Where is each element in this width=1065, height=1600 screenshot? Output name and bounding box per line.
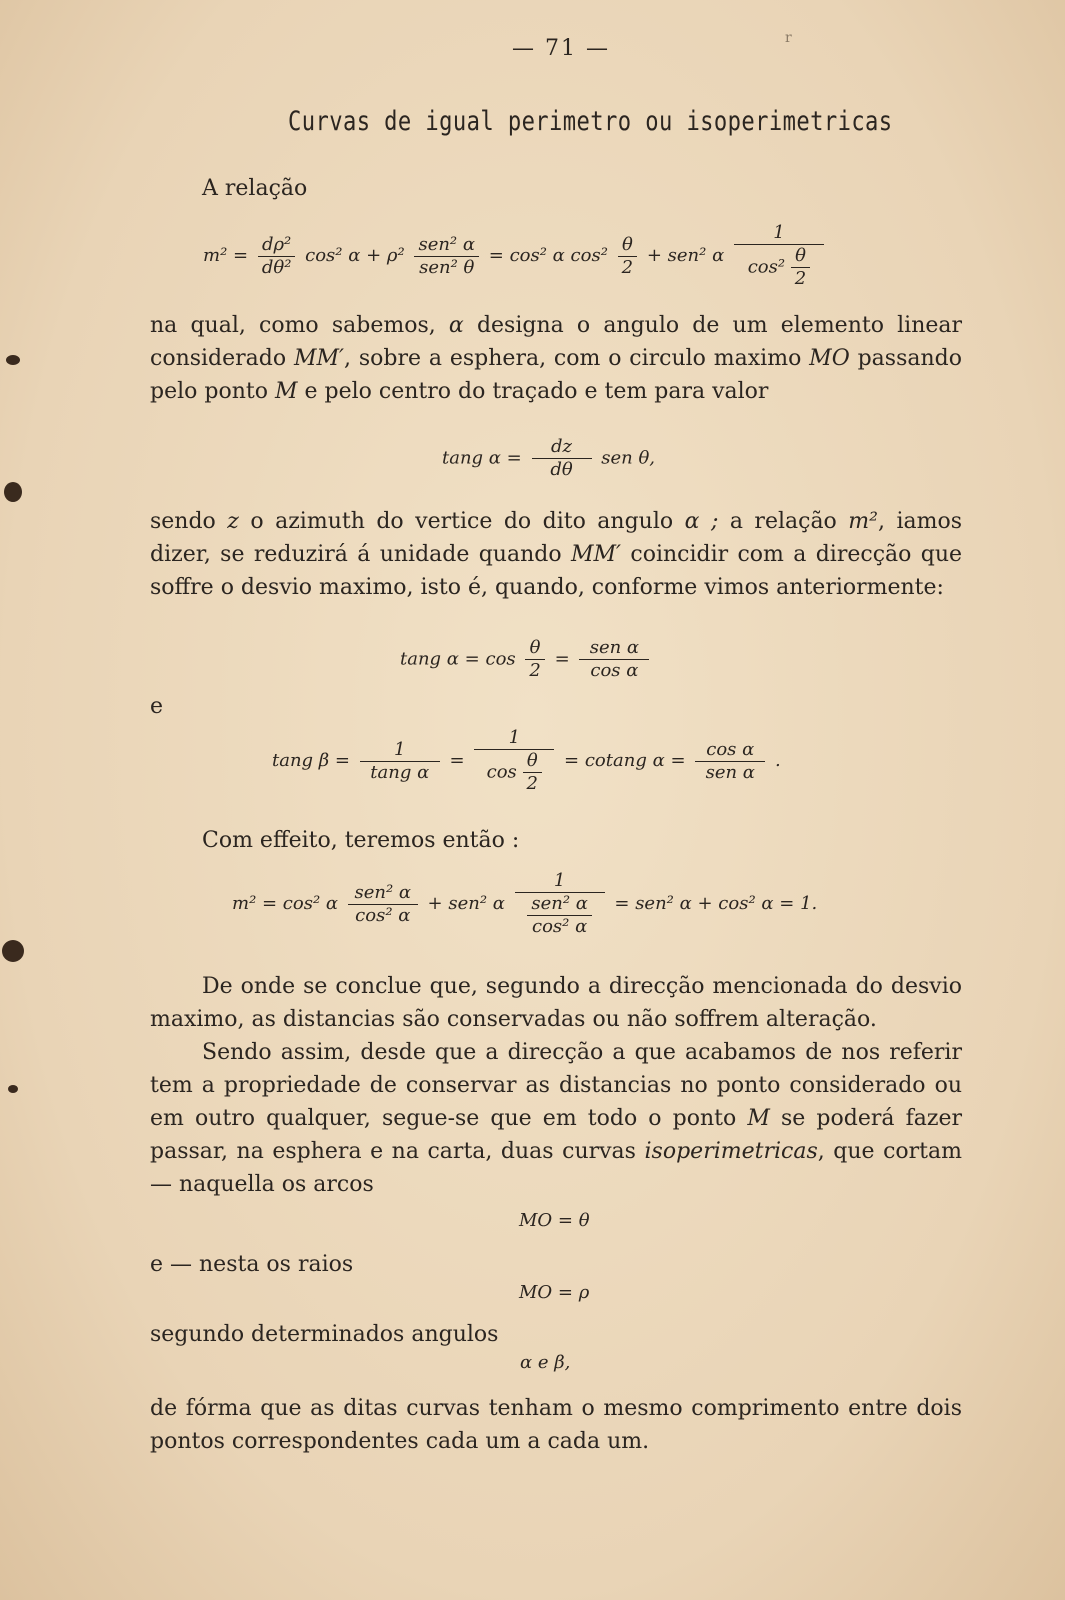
fraction: $\frac{\theta}{2}$ bbox=[618, 234, 637, 279]
paragraph-6: e — nesta os raios bbox=[150, 1252, 354, 1277]
fraction: $\frac{\theta}{2}$ bbox=[525, 637, 544, 682]
page-number: — 71 — bbox=[512, 36, 610, 61]
equation-mo-theta: MO = θ bbox=[519, 1210, 590, 1231]
corner-mark: r bbox=[785, 30, 792, 46]
fraction: 1 cos² $\frac{\theta}{2}$ bbox=[734, 222, 824, 290]
equation-tang-beta: tang β = $\frac{1}{\text{tang α}}$ = 1 cos $\frac{\theta}{2}$ = cotang α = $\frac{\text{cos α}}{\text{sen α}}$ . bbox=[272, 727, 781, 794]
equation-m2: m² = $\frac{\text{dρ²}}{\text{dθ²}}$ cos² α + ρ² $\frac{\text{sen² α}}{\text{sen² θ}}$ = cos² α cos² $\frac{\theta}{2}$ + sen² α 1 cos² $\frac{\theta}{2}$ bbox=[203, 222, 828, 290]
fraction: $\frac{\text{sen α}}{\text{cos α}}$ bbox=[579, 637, 649, 682]
intro-text: A relação bbox=[202, 176, 308, 201]
fraction: $\frac{\text{sen² α}}{\text{cos² α}}$ bbox=[348, 882, 418, 927]
paragraph-5: Sendo assim, desde que a direcção a que acabamos de nos referir tem a propriedade de conservar as distancias no ponto considerado ou em outro qualquer, segue-se que em todo o ponto M se poderá fazer passar, na esphera e na carta, duas curvas isoperimetricas, que cortam — naquella os arcos bbox=[150, 1040, 962, 1197]
paragraph-1: na qual, como sabemos, α designa o angulo de um elemento linear considerado MM′, sobre a esphera, com o circulo maximo MO passando pelo ponto M e pelo centro do traçado e tem para valor bbox=[150, 313, 963, 404]
paragraph-4: De onde se conclue que, segundo a direcção mencionada do desvio maximo, as distancias são conservadas ou não soffrem alteração. bbox=[150, 974, 962, 1032]
paragraph-8: de fórma que as ditas curvas tenham o mesmo comprimento entre dois pontos correspondentes cada um a cada um. bbox=[150, 1396, 962, 1454]
fraction: $\frac{dz}{d\theta}$ bbox=[532, 436, 592, 481]
margin-stain bbox=[4, 482, 22, 502]
margin-stain bbox=[2, 940, 24, 962]
conjunction-e: e bbox=[150, 694, 164, 719]
paragraph-2: sendo z o azimuth do vertice do dito angulo α ; a relação m², iamos dizer, se reduzirá á unidade quando MM′ coincidir com a direcção que soffre o desvio maximo, isto é, quando, conforme vimos anteriormente: bbox=[150, 509, 963, 600]
equation-mo-rho: MO = ρ bbox=[519, 1282, 590, 1303]
section-title: Curvas de igual perimetro ou isoperimetricas bbox=[288, 106, 893, 137]
margin-stain bbox=[8, 1085, 18, 1093]
fraction: $\frac{\text{sen² α}}{\text{sen² θ}}$ bbox=[414, 234, 479, 279]
fraction: 1 cos $\frac{\theta}{2}$ bbox=[474, 727, 554, 795]
margin-stain bbox=[6, 355, 20, 365]
equation-tang-alpha: tang α = $\frac{dz}{d\theta}$ sen θ, bbox=[442, 436, 655, 480]
equation-m2-result: m² = cos² α $\frac{\text{sen² α}}{\text{cos² α}}$ + sen² α $\frac{1}{\frac{\text{sen² α}}{\text{cos² α}}}$ = sen² α + cos² α = 1. bbox=[232, 870, 818, 937]
equation-tang-alpha-cos: tang α = cos $\frac{\theta}{2}$ = $\frac{\text{sen α}}{\text{cos α}}$ bbox=[400, 637, 653, 682]
paragraph-3: Com effeito, teremos então : bbox=[202, 828, 520, 853]
paragraph-7: segundo determinados angulos bbox=[150, 1322, 499, 1347]
fraction: $\frac{\text{dρ²}}{\text{dθ²}}$ bbox=[258, 234, 296, 279]
fraction: $\frac{1}{\text{tang α}}$ bbox=[360, 739, 440, 784]
equation-angles: α e β, bbox=[520, 1352, 571, 1373]
fraction: $\frac{\text{cos α}}{\text{sen α}}$ bbox=[695, 739, 765, 784]
fraction: $\frac{1}{\frac{\text{sen² α}}{\text{cos² α}}}$ bbox=[515, 870, 605, 938]
